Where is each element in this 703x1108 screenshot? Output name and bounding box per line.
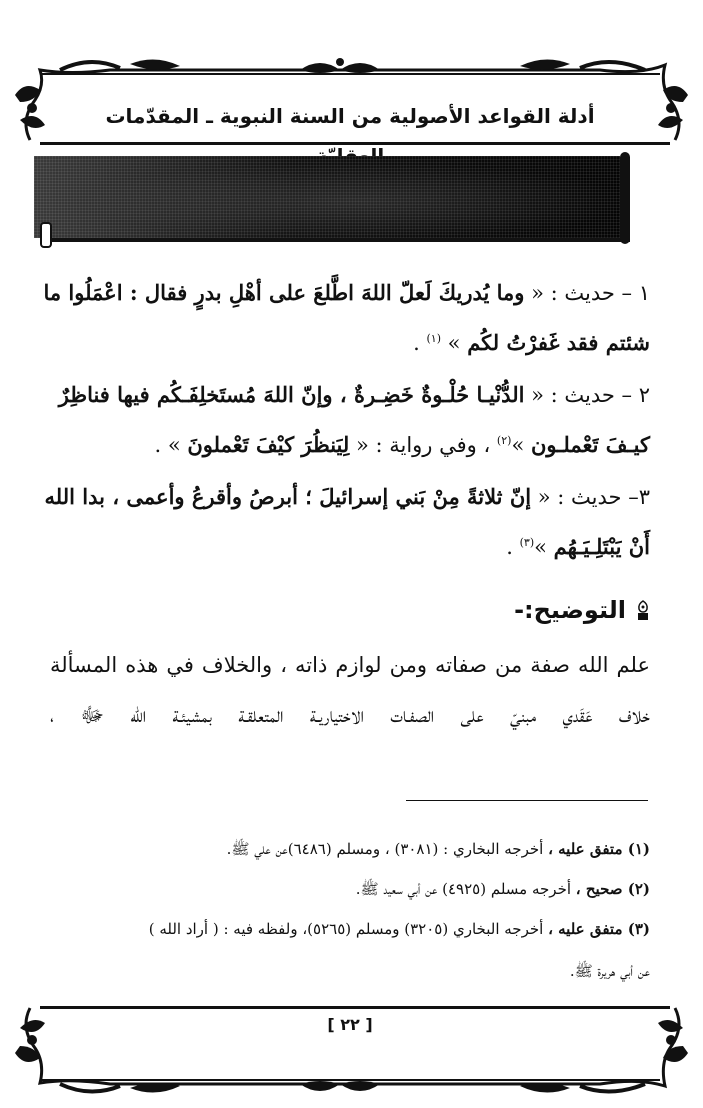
hadith-2-prefix: ٢ – حديث : « <box>524 383 650 407</box>
hadith-3-line-2 <box>50 522 650 572</box>
section-heading <box>440 588 650 632</box>
footnote-3 <box>50 914 650 944</box>
footnote-3-continued <box>50 956 650 986</box>
hadith-1-line-1 <box>43 268 650 318</box>
footnote-2 <box>50 874 650 904</box>
hadith-2-line-2 <box>50 420 650 470</box>
hadith-2-quote-1: الدُّنْيـا حُلْـوةٌ خَضِـرةٌ ، وإنّ اللهَ مُستَخلِفَـكُم فيها فناظِرٌ <box>58 382 525 407</box>
hadith-2-footnote-ref[interactable]: (٢) <box>496 434 512 447</box>
hadith-2-quote-2: كيـفَ تَعْملـون <box>530 432 650 457</box>
hadith-2-close-quote: » <box>511 433 531 457</box>
hadith-1-quote-2: شئتم فقد غَفرْتُ لكُم <box>467 330 650 355</box>
body-line-1: علم الله صفة من صفاته ومن لوازم ذاته ، والخلاف في هذه المسألة <box>50 653 650 677</box>
hadith-3-quote-2: أَنْ يَبْتَلِـيَـهُم <box>553 534 650 559</box>
body-line-2: خلاف عَقَدي مبنيّ على الصفـات الاختياريـة المتعلقـة بمشيئـة الله ﷻ ، <box>50 703 650 727</box>
footnote-2-grade: صحيح ، <box>575 880 628 898</box>
footnote-1-text: أخرجه البخاري : (٣٠٨١) ، ومسلم (٦٤٨٦)عن علي ﷺ. <box>226 840 549 858</box>
page-number: [ ٢٢ ] <box>327 1015 373 1034</box>
hadith-2-line-1 <box>50 370 650 420</box>
chapter-banner <box>34 152 630 244</box>
footnote-2-text: أخرجه مسلم (٤٩٢٥) عن أبي سعيد ﷺ. <box>355 880 576 898</box>
banner-left-tab <box>40 222 52 248</box>
hadith-1-close-quote: » <box>441 331 468 355</box>
footnote-3-text: أخرجه البخاري (٣٢٠٥) ومسلم (٥٢٦٥)، ولفظه فيه : ( أراد الله ) <box>148 920 549 938</box>
banner-bottom-bar <box>44 238 630 242</box>
hadith-3-footnote-ref[interactable]: (٣) <box>519 536 535 549</box>
hadith-1-footnote-ref[interactable]: (١) <box>426 332 441 345</box>
book-ornament-icon <box>636 600 650 622</box>
banner-shadow <box>34 156 620 238</box>
footnote-1 <box>50 834 650 864</box>
footnote-1-number: (١) <box>627 840 650 858</box>
section-title: التوضيح:- <box>514 596 626 624</box>
running-header-title: أدلة القواعد الأصولية من السنة النبوية ـ المقدّمات <box>105 104 595 128</box>
hadith-3-line-1 <box>44 472 650 522</box>
footnote-3-grade: متفق عليه ، <box>548 920 628 938</box>
hadith-1-quote-1: وما يُدريكَ لَعلّ اللهَ اطَّلعَ على أهْلِ بدرٍ فقال : اعْمَلُوا ما <box>43 280 525 305</box>
hadith-2-end: » . <box>154 433 188 457</box>
hadith-1-line-2 <box>50 318 650 368</box>
banner-right-bar <box>620 152 630 244</box>
hadith-2-quote-3: لِيَنظُرَ كيْفَ تَعْملونَ <box>187 432 350 457</box>
footnote-1-grade: متفق عليه ، <box>548 840 628 858</box>
hadith-3-prefix: ٣– حديث : « <box>531 485 650 509</box>
hadith-3-close-quote: » <box>534 535 554 559</box>
hadith-3-quote-1: إنّ ثلاثةً مِنْ بَني إسرائيلَ ؛ أبرصُ وأقرعُ وأعمى ، بدا الله <box>44 484 532 509</box>
footnote-3-number: (٣) <box>627 920 650 938</box>
hadith-1-end: . <box>413 331 427 355</box>
footnote-3-text-continued: عن أبي هريرة ﷺ. <box>569 962 650 980</box>
hadith-2-riwaya: ، وفي رواية : « <box>349 433 497 457</box>
hadith-3-end: . <box>506 535 520 559</box>
footnote-2-number: (٢) <box>627 880 650 898</box>
footnote-separator <box>406 800 648 801</box>
hadith-1-prefix: ١ – حديث : « <box>524 281 650 305</box>
